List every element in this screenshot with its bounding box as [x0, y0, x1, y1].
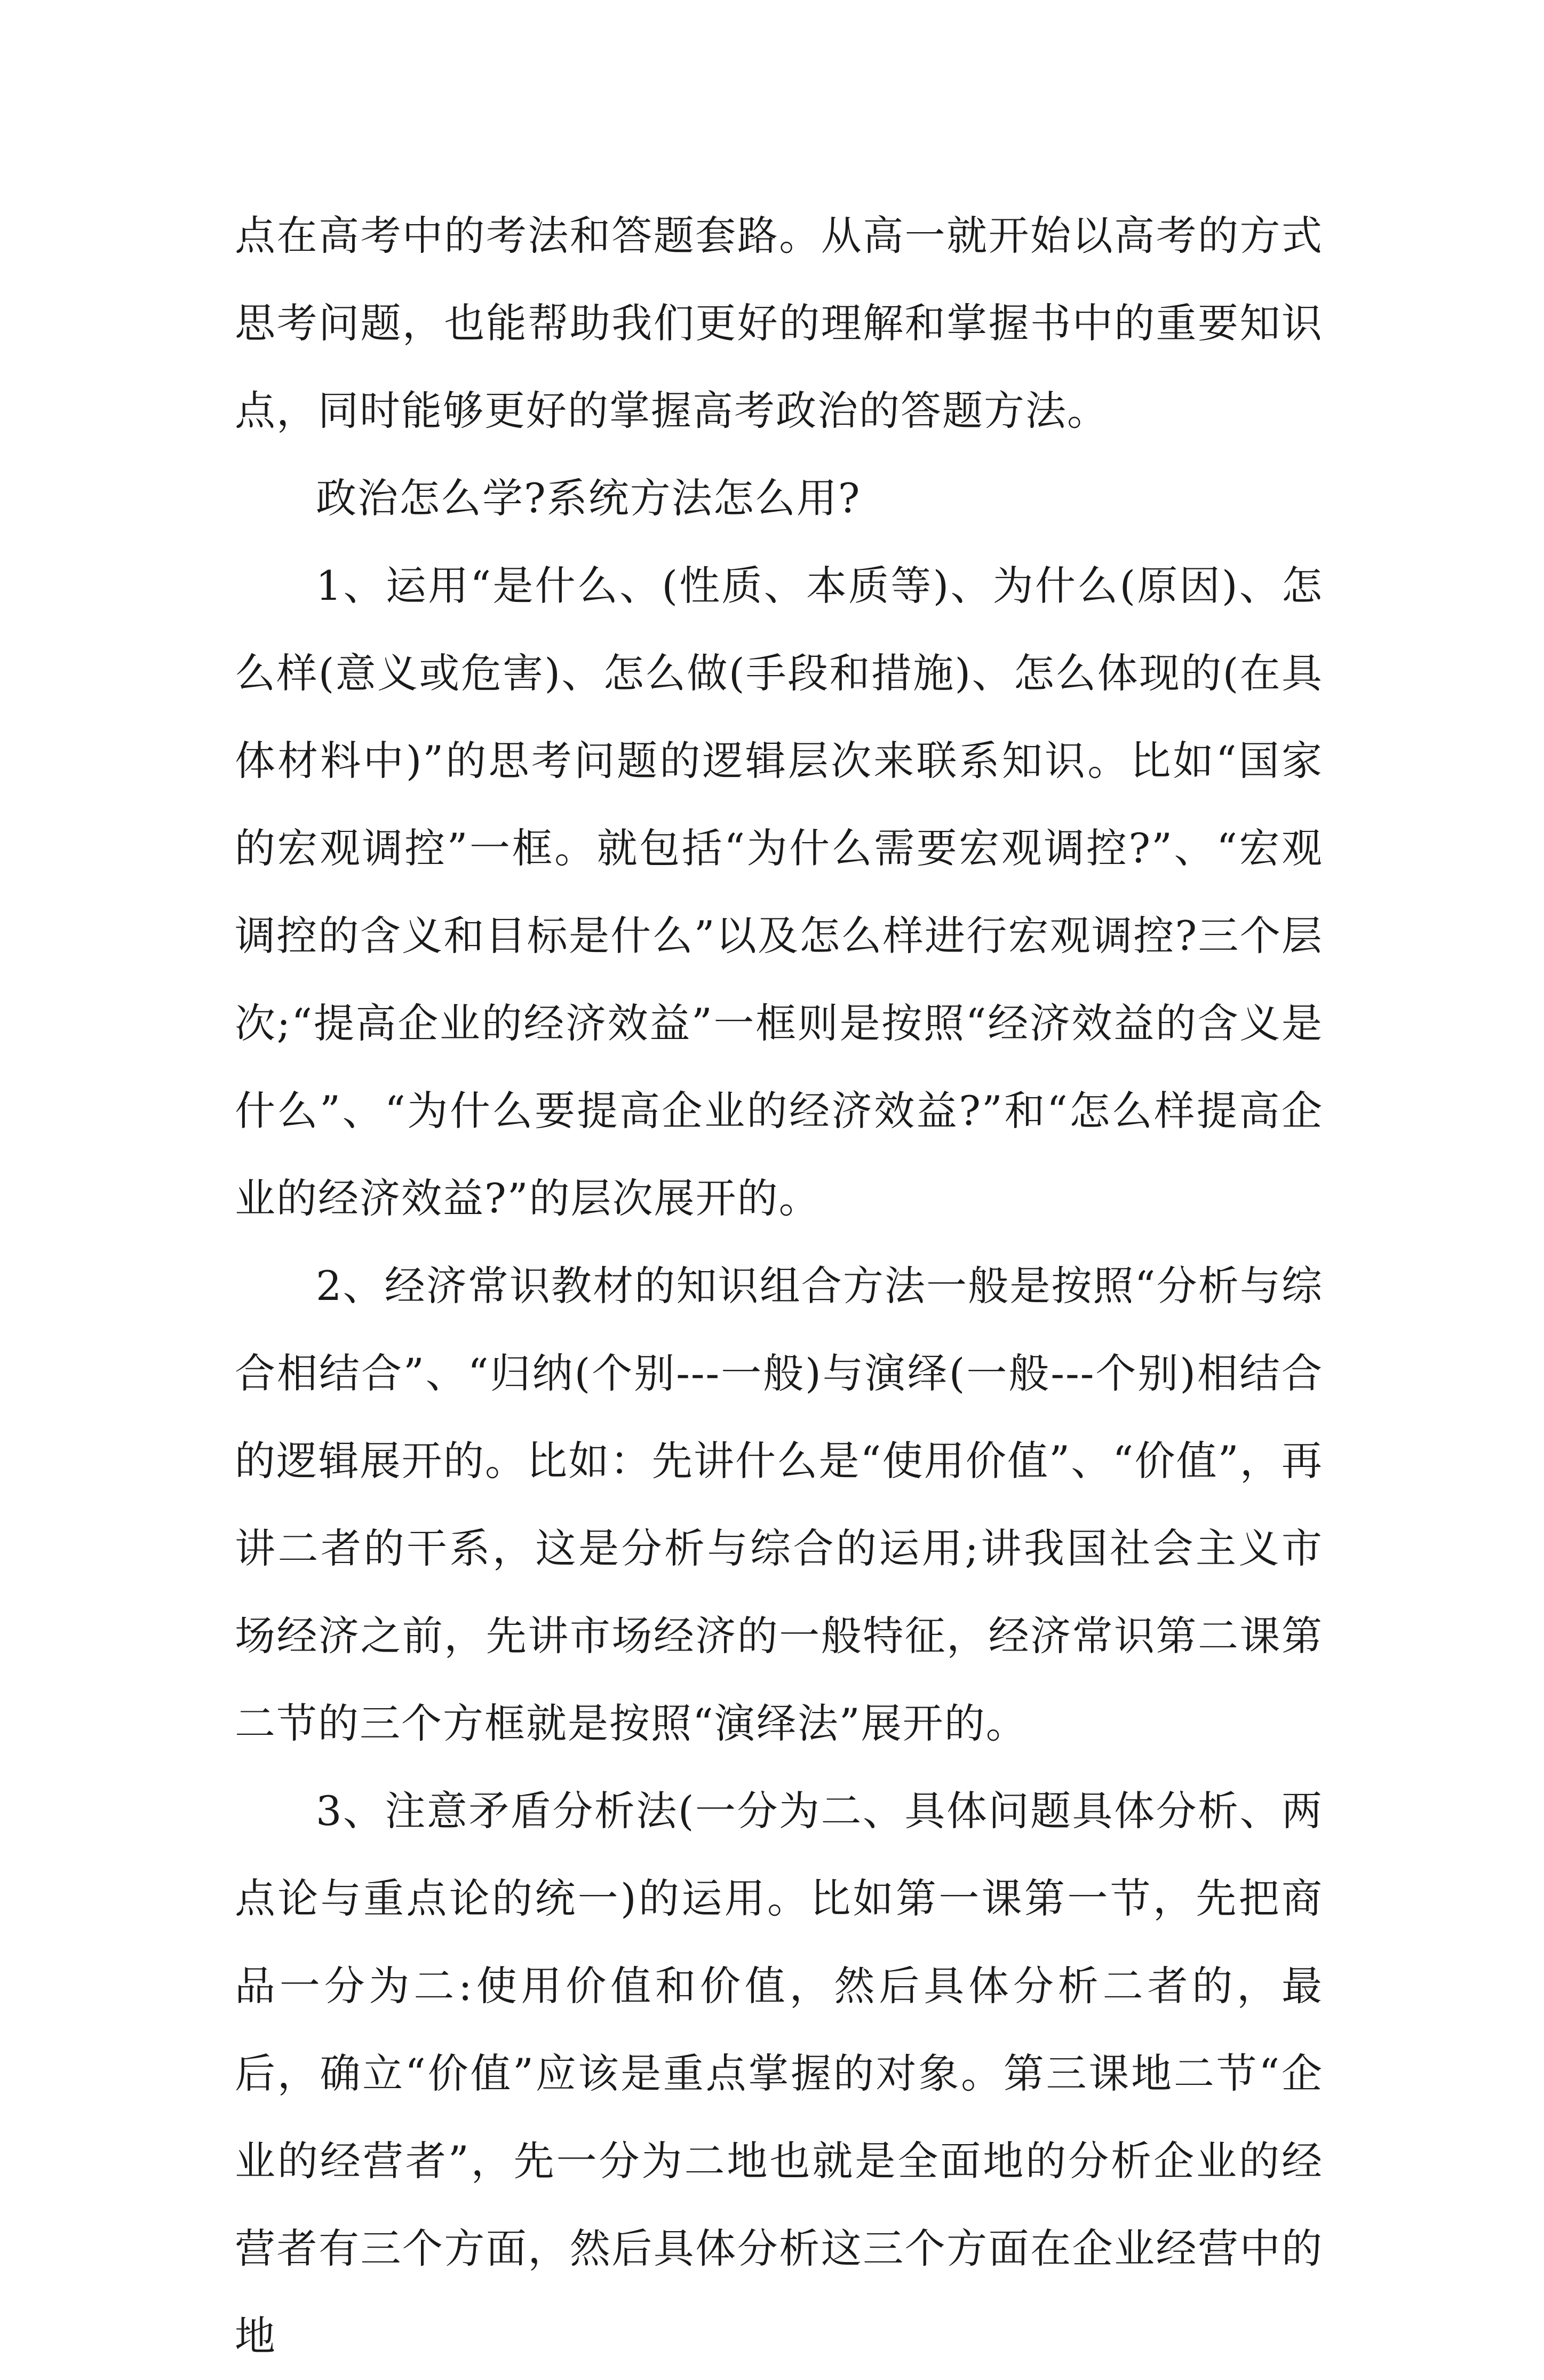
document-body: [235, 192, 1323, 2380]
paragraph-point-1: 1、运用“是什么、(性质、本质等)、为什么(原因)、怎么样(意义或危害)、怎么做(手段和措施)、怎么体现的(在具体材料中)”的思考问题的逻辑层次来联系知识。比如“国家的宏观调控”一框。就包括“为什么需要宏观调控?”、“宏观调控的含义和目标是什么”以及怎么样进行宏观调控?三个层次;“提高企业的经济效益”一框则是按照“经济效益的含义是什么”、“为什么要提高企业的经济效益?”和“怎么样提高企业的经济效益?”的层次展开的。: [235, 562, 1323, 1222]
paragraph-continuation: 点在高考中的考法和答题套路。从高一就开始以高考的方式思考问题，也能帮助我们更好的理解和掌握书中的重要知识点，同时能够更好的掌握高考政治的答题方法。: [235, 212, 1323, 434]
paragraph-point-2: 2、经济常识教材的知识组合方法一般是按照“分析与综合相结合”、“归纳(个别---一般)与演绎(一般---个别)相结合的逻辑展开的。比如：先讲什么是“使用价值”、“价值”，再讲二者的干系，这是分析与综合的运用;讲我国社会主义市场经济之前，先讲市场经济的一般特征，经济常识第二课第二节的三个方框就是按照“演绎法”展开的。: [235, 1262, 1323, 1747]
paragraph-heading-question: 政治怎么学?系统方法怎么用?: [316, 474, 861, 522]
paragraph-point-3: 3、注意矛盾分析法(一分为二、具体问题具体分析、两点论与重点论的统一)的运用。比如第一课第一节，先把商品一分为二:使用价值和价值，然后具体分析二者的，最后，确立“价值”应该是重点掌握的对象。第三课地二节“企业的经营者”，先一分为二地也就是全面地的分析企业的经营者有三个方面，然后具体分析这三个方面在企业经营中的地: [235, 1787, 1323, 2360]
